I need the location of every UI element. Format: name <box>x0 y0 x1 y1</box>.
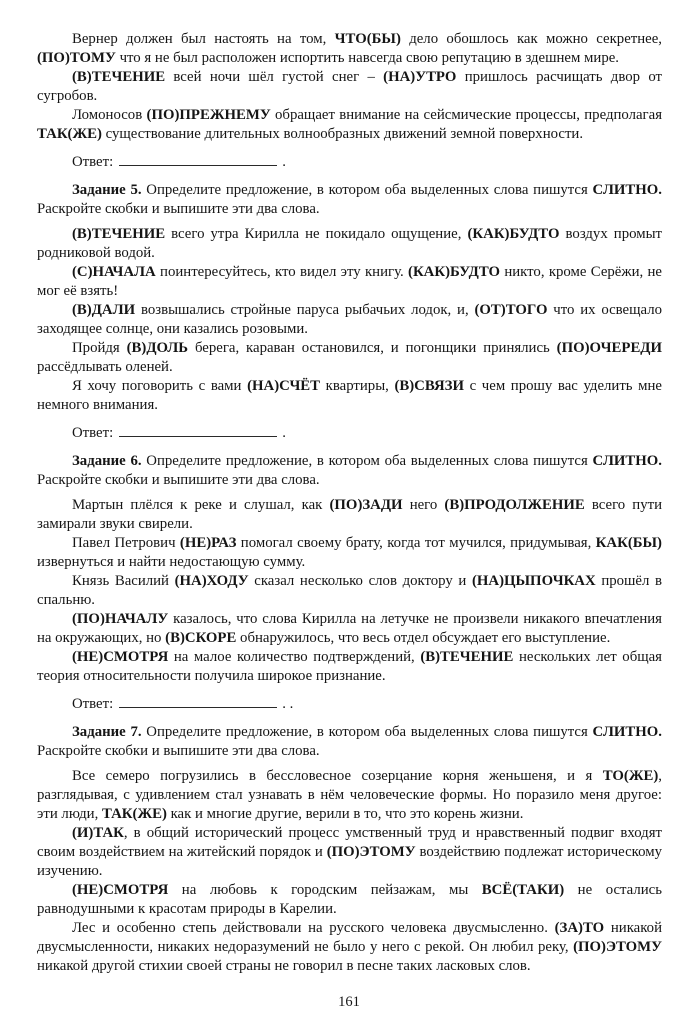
answer-blank <box>119 422 277 437</box>
text-run: Определите предложение, в котором оба выделенных слова пишутся <box>141 724 593 741</box>
text-run: дело обошлось как можно секретнее, <box>400 31 662 47</box>
text-run: нескольких лет общая теория относительности получила широкое признание. <box>37 649 662 685</box>
emphasized-word: (В)ТЕЧЕНИЕ <box>72 226 166 243</box>
text-run: возвышались стройные паруса рыбачьих лодок, и, <box>135 302 475 319</box>
answer-line <box>37 693 662 714</box>
text-run: сказал несколько слов доктору и <box>248 573 472 590</box>
emphasized-word: СЛИТНО. <box>592 453 662 470</box>
answer-suffix: . <box>282 154 286 171</box>
paragraph <box>37 767 662 824</box>
text-run: как и многие другие, верили в то, что это корень жизни. <box>166 806 524 823</box>
text-run: что я не был расположен испортить навсегда свою репутацию в здешнем мире. <box>115 50 620 66</box>
paragraph <box>37 534 662 572</box>
emphasized-word: (ПО)ЭТОМУ <box>573 939 662 956</box>
emphasized-word: (НА)ХОДУ <box>174 573 249 590</box>
emphasized-word: (ПО)ЭТОМУ <box>326 844 416 861</box>
emphasized-word: ТО(ЖЕ) <box>602 768 659 785</box>
text-run: Мартын плёлся к реке и слушал, как <box>72 497 330 514</box>
text-run: Лес и особенно степь действовали на русского человека двусмысленно. <box>72 920 555 937</box>
answer-suffix: . <box>282 425 286 442</box>
emphasized-word: (В)ДОЛЬ <box>126 340 189 357</box>
emphasized-word: (В)СВЯЗИ <box>394 378 465 395</box>
emphasized-word: Задание 6. <box>72 453 142 470</box>
emphasized-word: (С)НАЧАЛА <box>72 264 156 281</box>
text-run: Князь Василий <box>72 573 175 590</box>
text-run: рассёдлывать оленей. <box>37 359 173 376</box>
text-run: Вернер должен был настоять на том, <box>72 31 335 47</box>
emphasized-word: (КАК)БУДТО <box>467 226 560 243</box>
text-run: воздействию подлежат историческому изучению. <box>37 844 662 880</box>
emphasized-word: (В)ПРОДОЛЖЕНИЕ <box>444 497 585 514</box>
emphasized-word: (НА)СЧЁТ <box>247 378 321 395</box>
text-run: на малое количество подтверждений, <box>168 649 421 666</box>
emphasized-word: (В)ДАЛИ <box>72 302 136 319</box>
emphasized-word: ЧТО(БЫ) <box>334 31 401 47</box>
emphasized-word: Задание 7. <box>72 724 142 741</box>
text-run: , в общий исторический процесс умственный труд и нравственный подвиг входят своим воздействием на житейский порядок и <box>37 825 662 861</box>
emphasized-word: (НЕ)СМОТРЯ <box>72 882 169 899</box>
emphasized-word: (НА)ЦЫПОЧКАХ <box>471 573 596 590</box>
text-run: не остались равнодушными к красотам природы в Карелии. <box>37 882 662 918</box>
answer-line <box>37 422 662 443</box>
emphasized-word: (ПО)ТОМУ <box>37 50 116 66</box>
paragraph <box>37 68 662 106</box>
emphasized-word: (НЕ)РАЗ <box>179 535 237 552</box>
text-run: Раскройте скобки и выпишите эти два слова. <box>37 472 320 489</box>
text-run: Раскройте скобки и выпишите эти два слова. <box>37 201 320 218</box>
text-run: воздух промыт родниковой водой. <box>37 226 663 262</box>
text-run: берега, караван остановился, и погонщики принялись <box>188 340 557 357</box>
text-run: Ломоносов <box>72 107 147 123</box>
paragraph <box>37 572 662 610</box>
paragraph <box>37 339 662 377</box>
answer-label: Ответ: <box>72 696 114 713</box>
emphasized-word: СЛИТНО. <box>592 724 662 741</box>
emphasized-word: ТАК(ЖЕ) <box>101 806 167 823</box>
emphasized-word: (ПО)ПРЕЖНЕМУ <box>146 107 271 123</box>
paragraph <box>37 225 662 263</box>
page-number: 161 <box>338 994 360 1010</box>
paragraph <box>37 30 662 68</box>
emphasized-word: КАК(БЫ) <box>595 535 662 552</box>
emphasized-word: СЛИТНО. <box>592 182 662 199</box>
paragraph <box>37 263 662 301</box>
answer-blank <box>119 151 277 166</box>
emphasized-word: (В)СКОРЕ <box>165 630 237 647</box>
text-run: никакой двусмысленности, никаких недоразумений не было у него с рекой. Он любил реку, <box>37 920 662 956</box>
emphasized-word: (В)ТЕЧЕНИЕ <box>420 649 514 666</box>
text-run: квартиры, <box>320 378 395 395</box>
task-heading <box>37 181 662 219</box>
emphasized-word: (НА)УТРО <box>383 69 457 85</box>
emphasized-word: (ПО)НАЧАЛУ <box>72 611 169 628</box>
answer-line <box>37 151 662 172</box>
text-run: Все семеро погрузились в бессловесное созерцание корня женьшеня, и я <box>72 768 603 785</box>
text-run: обращает внимание на сейсмические процессы, предполагая <box>270 107 662 123</box>
emphasized-word: (ПО)ОЧЕРЕДИ <box>556 340 662 357</box>
paragraph <box>37 106 662 144</box>
text-run: никто, кроме Серёжи, не мог её взять! <box>37 264 662 300</box>
text-run: Определите предложение, в котором оба выделенных слова пишутся <box>141 453 593 470</box>
text-run: всей ночи шёл густой снег – <box>165 69 384 85</box>
text-run: Раскройте скобки и выпишите эти два слова. <box>37 743 320 760</box>
text-run: помогал своему брату, когда тот мучился, придумывая, <box>236 535 596 552</box>
text-run: казалось, что слова Кирилла на летучке не произвели никакого впечатления на окружающих, но <box>37 611 662 647</box>
text-run: Я хочу поговорить с вами <box>72 378 248 395</box>
page-content <box>37 30 662 976</box>
emphasized-word: ВСЁ(ТАКИ) <box>481 882 565 899</box>
emphasized-word: ТАК(ЖЕ) <box>37 126 102 142</box>
paragraph <box>37 919 662 976</box>
emphasized-word: (ЗА)ТО <box>554 920 605 937</box>
answer-label: Ответ: <box>72 154 114 171</box>
paragraph <box>37 610 662 648</box>
task-heading <box>37 723 662 761</box>
paragraph <box>37 377 662 415</box>
text-run: , разглядывая, с удивлением стал узнавать в нём человеческие формы. Но поразило меня другое: эти люди, <box>37 768 662 823</box>
paragraph <box>37 648 662 686</box>
text-run: Павел Петрович <box>72 535 180 552</box>
emphasized-word: (В)ТЕЧЕНИЕ <box>72 69 166 85</box>
text-run: Пройдя <box>72 340 127 357</box>
text-run: всего пути замирали звуки свирели. <box>37 497 663 533</box>
answer-suffix: . . <box>282 696 294 713</box>
emphasized-word: (ОТ)ТОГО <box>474 302 548 319</box>
text-run: поинтересуйтесь, кто видел эту книгу. <box>155 264 409 281</box>
emphasized-word: (НЕ)СМОТРЯ <box>72 649 169 666</box>
text-run: Определите предложение, в котором оба выделенных слова пишутся <box>141 182 593 199</box>
answer-label: Ответ: <box>72 425 114 442</box>
paragraph <box>37 881 662 919</box>
emphasized-word: Задание 5. <box>72 182 142 199</box>
text-run: на любовь к городским пейзажам, мы <box>168 882 482 899</box>
paragraph <box>37 824 662 881</box>
paragraph <box>37 496 662 534</box>
text-run: него <box>402 497 445 514</box>
text-run: пришлось расчищать двор от сугробов. <box>37 69 662 104</box>
answer-blank <box>119 693 277 708</box>
task-heading <box>37 452 662 490</box>
text-run: никакой другой стихии своей страны не говорил в песне таких ласковых слов. <box>37 958 531 975</box>
text-run: существование длительных волнообразных движений земной поверхности. <box>101 126 584 142</box>
text-run: обнаружилось, что весь отдел обсуждает его выступление. <box>236 630 611 647</box>
emphasized-word: (И)ТАК <box>72 825 124 842</box>
paragraph <box>37 301 662 339</box>
emphasized-word: (КАК)БУДТО <box>408 264 501 281</box>
text-run: всего утра Кирилла не покидало ощущение, <box>165 226 468 243</box>
text-run: извернуться и найти недостающую сумму. <box>37 554 306 571</box>
emphasized-word: (ПО)ЗАДИ <box>329 497 403 514</box>
text-run: с чем прошу вас уделить мне немного внимания. <box>37 378 663 414</box>
text-run: что их освещало заходящее солнце, они казались розовыми. <box>37 302 662 338</box>
text-run: прошёл в спальню. <box>37 573 663 609</box>
